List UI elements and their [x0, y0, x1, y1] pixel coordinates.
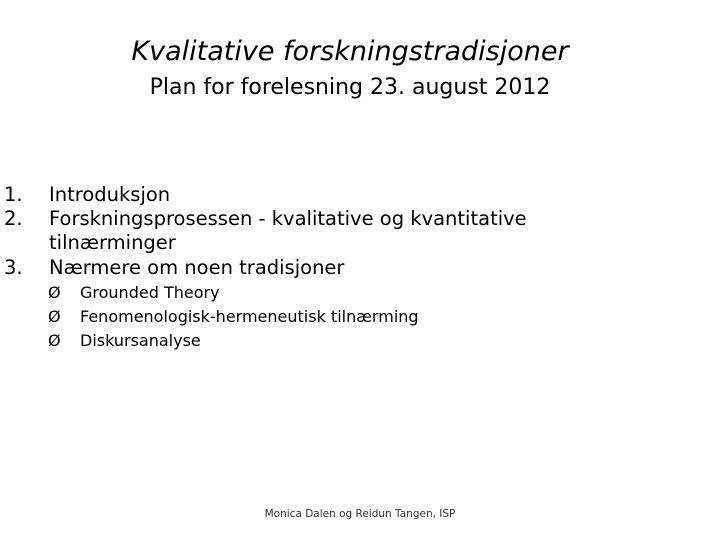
sublist-item — [0, 305, 700, 329]
item-text: Nærmere om noen tradisjoner — [49, 255, 345, 279]
tradition-sublist — [0, 281, 700, 353]
sublist-item-text: Fenomenologisk-hermeneutisk tilnærming — [80, 306, 419, 326]
slide-footer: Monica Dalen og Reidun Tangen, ISP — [264, 508, 456, 520]
item-number: 1. — [4, 183, 23, 206]
item-number: 3. — [4, 255, 23, 279]
item-text: Forskningsprosessen - kvalitative og kvantitative — [49, 207, 527, 231]
agenda-item — [0, 183, 700, 207]
agenda-item — [0, 207, 700, 255]
item-text-continued: tilnærminger — [49, 231, 176, 255]
slide-title: Kvalitative forskningstradisjoner — [131, 36, 569, 67]
sublist-item-text: Diskursanalyse — [80, 330, 201, 350]
agenda-list — [0, 183, 700, 353]
sublist-item — [0, 329, 700, 353]
item-text: Introduksjon — [49, 183, 171, 206]
arrow-bullet-icon: Ø — [48, 282, 61, 302]
sublist-item-text: Grounded Theory — [80, 282, 220, 302]
item-number: 2. — [4, 207, 23, 231]
agenda-item — [0, 256, 700, 280]
arrow-bullet-icon: Ø — [48, 330, 61, 350]
slide-subtitle: Plan for forelesning 23. august 2012 — [149, 75, 551, 100]
sublist-item — [0, 281, 700, 305]
arrow-bullet-icon: Ø — [48, 306, 61, 326]
